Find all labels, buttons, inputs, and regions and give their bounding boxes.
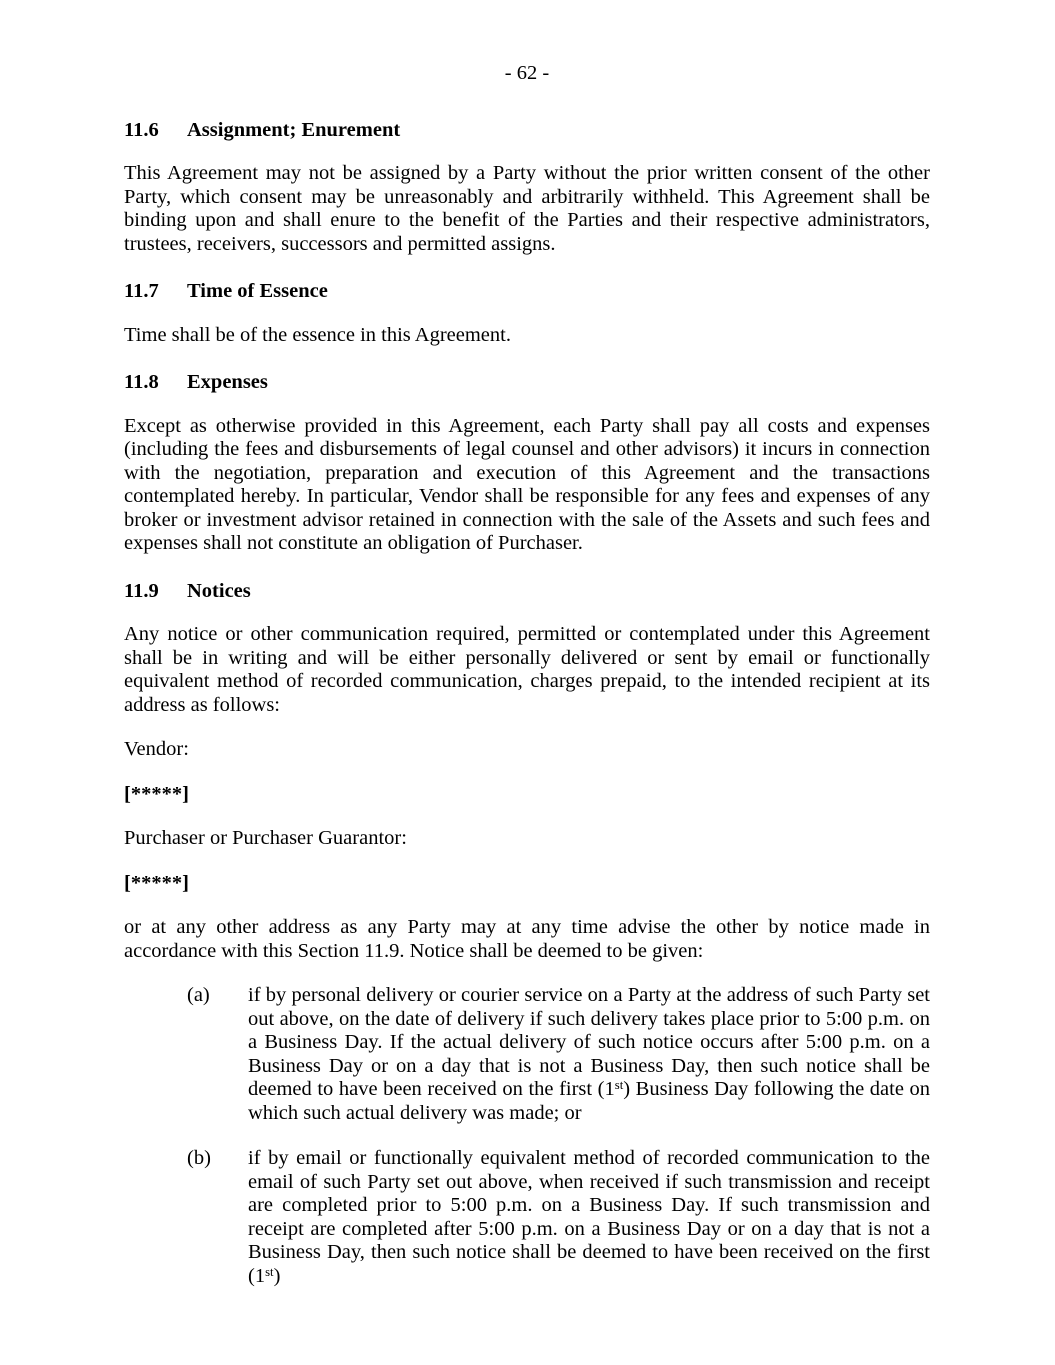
section-number: 11.8 bbox=[124, 371, 159, 393]
section-body-11-8: Except as otherwise provided in this Agreement, each Party shall pay all costs and expenses (including the fees and disbursements of legal counsel and other advisors) it incurs in connection with the negotiation, preparation and execution of this Agreement and the transactions contemplated hereby. In particular, Vendor shall be responsible for any fees and expenses of any broker or investment advisor retained in connection with the sale of the Assets and such fees and expenses shall not constitute an obligation of Purchaser. bbox=[124, 414, 930, 554]
section-heading-11-9 bbox=[124, 580, 930, 604]
section-heading-11-8 bbox=[124, 371, 930, 395]
vendor-label: Vendor: bbox=[124, 738, 189, 760]
section-title: Assignment; Enurement bbox=[187, 118, 401, 141]
list-item-a-text bbox=[248, 984, 930, 1124]
notice-continuation: or at any other address as any Party may at any time advise the other by notice made in accordance with this Section 11.9. Notice shall be deemed to be given: bbox=[124, 916, 930, 962]
page-number: - 62 - bbox=[504, 62, 550, 84]
list-item-b-text bbox=[248, 1147, 930, 1287]
list-item-a bbox=[187, 984, 930, 1125]
section-title: Notices bbox=[187, 579, 251, 602]
list-item-b-text-part2: ) bbox=[273, 1264, 281, 1287]
section-title: Expenses bbox=[187, 371, 268, 393]
list-item-a-text-part1: if by personal delivery or courier service on a Party at the address of such Party set out above, on the date of delivery if such delivery takes place prior to 5:00 p.m. on a Business Day. If the actual delivery of such notice occurs after 5:00 p.m. on a Business Day or on a day that is not a Business Day, then such notice shall be deemed to have been received on the first (1 bbox=[248, 984, 930, 1100]
list-item-b-label: (b) bbox=[187, 1147, 211, 1169]
section-body-11-6: This Agreement may not be assigned by a Party without the prior written consent of the other Party, which consent may be unreasonably and arbitrarily withheld. This Agreement shall be binding upon and shall enure to the benefit of the Parties and their respective administrators, trustees, receivers, successors and permitted assigns. bbox=[124, 162, 930, 255]
section-number: 11.9 bbox=[124, 579, 159, 602]
ordinal-superscript: st bbox=[265, 1264, 274, 1279]
section-heading-11-6 bbox=[124, 119, 930, 143]
purchaser-label: Purchaser or Purchaser Guarantor: bbox=[124, 827, 407, 849]
list-item-b-text-part1: if by email or functionally equivalent method of recorded communication to the email of such Party set out above, when received if such transmission and receipt are completed prior to 5:00 p.m. on a Business Day. If such transmission and receipt are completed after 5:00 p.m. on a Business Day or on a day that is not a Business Day, then such notice shall be deemed to have been received on the first (1 bbox=[248, 1147, 930, 1287]
section-intro-11-9: Any notice or other communication required, permitted or contemplated under this Agreement shall be in writing and will be either personally delivered or sent by email or functionally equivalent method of recorded communication, charges prepaid, to the intended recipient at its address as follows: bbox=[124, 623, 930, 716]
section-body-11-7: Time shall be of the essence in this Agreement. bbox=[124, 323, 511, 346]
list-item-b bbox=[187, 1147, 930, 1288]
section-heading-11-7 bbox=[124, 280, 930, 304]
section-number: 11.7 bbox=[124, 280, 159, 302]
section-number: 11.6 bbox=[124, 118, 159, 141]
ordinal-superscript: st bbox=[614, 1078, 624, 1093]
list-item-a-label: (a) bbox=[187, 984, 210, 1006]
vendor-address-placeholder: [*****] bbox=[124, 782, 189, 805]
purchaser-address-placeholder: [*****] bbox=[124, 871, 189, 894]
section-title: Time of Essence bbox=[187, 280, 328, 302]
list-item-a-text-part2: ) Business Day following the date on which such actual delivery was made; or bbox=[248, 1078, 930, 1124]
